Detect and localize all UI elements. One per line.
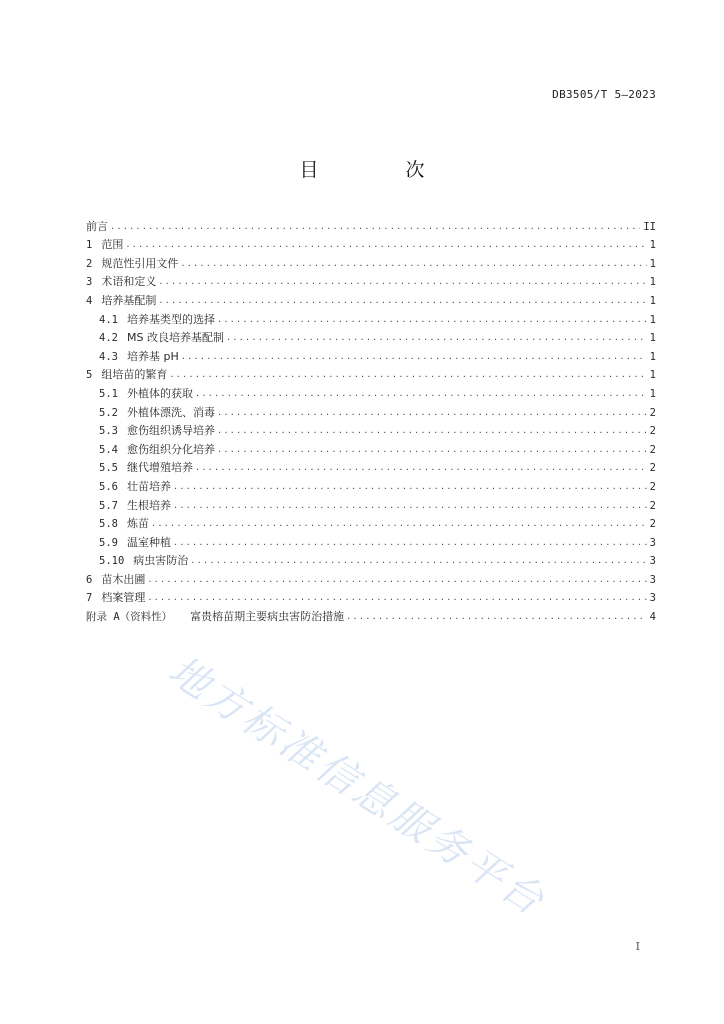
toc-number: 5.8 [99, 518, 118, 531]
toc-entry[interactable] [86, 496, 656, 515]
toc-page: 2 [649, 406, 656, 419]
toc-label: 培养基类型的选择 [126, 312, 215, 326]
toc-label: 温室种植 [126, 535, 171, 549]
toc-number: 附录 A（资料性） [86, 611, 173, 624]
toc-entry[interactable] [86, 552, 656, 571]
toc-entry[interactable] [86, 515, 656, 534]
toc-page: 4 [649, 611, 656, 624]
toc-number: 5.10 [99, 555, 125, 568]
toc-page: 1 [649, 332, 656, 345]
document-code: DB3505/T 5—2023 [552, 88, 656, 101]
toc-entry[interactable] [86, 477, 656, 496]
toc-entry[interactable] [86, 310, 656, 329]
toc-number: 5.9 [99, 536, 118, 549]
toc-entry[interactable] [86, 366, 656, 385]
toc-entry[interactable] [86, 217, 656, 236]
toc-page: 3 [649, 536, 656, 549]
toc-label: 壮苗培养 [126, 479, 171, 493]
toc-page: 2 [649, 480, 656, 493]
toc-entry[interactable] [86, 347, 656, 366]
toc-page: 1 [649, 350, 656, 363]
toc-entry[interactable] [86, 273, 656, 292]
toc-label: 富贵榕苗期主要病虫害防治措施 [190, 610, 345, 624]
toc-leader-dots [191, 552, 646, 570]
toc-number: 4.1 [99, 313, 118, 326]
table-of-contents [86, 217, 656, 626]
toc-page: 3 [649, 555, 656, 568]
toc-entry[interactable] [86, 384, 656, 403]
toc-label: 继代增殖培养 [126, 461, 193, 475]
toc-entry[interactable] [86, 570, 656, 589]
toc-entry[interactable] [86, 254, 656, 273]
toc-number: 4.2 [99, 332, 118, 345]
toc-label: 培养基 pH [126, 349, 179, 363]
toc-page: 1 [649, 294, 656, 307]
toc-entry[interactable] [86, 403, 656, 422]
toc-number: 5.5 [99, 462, 118, 475]
toc-entry[interactable] [86, 589, 656, 608]
toc-page: 1 [649, 239, 656, 252]
toc-number: 5.1 [99, 387, 118, 400]
toc-page: 1 [649, 387, 656, 400]
toc-leader-dots [126, 236, 646, 254]
page-number: I [635, 940, 640, 953]
toc-page: 1 [649, 313, 656, 326]
toc-label: 病虫害防治 [133, 554, 189, 568]
toc-page: 2 [649, 425, 656, 438]
toc-entry[interactable] [86, 236, 656, 255]
toc-page: 1 [649, 257, 656, 270]
toc-page: 3 [649, 592, 656, 605]
toc-leader-dots [218, 404, 647, 422]
toc-label: MS 改良培养基配制 [126, 331, 224, 345]
toc-leader-dots [170, 366, 646, 384]
toc-label: 外植体的获取 [126, 386, 193, 400]
toc-leader-dots [174, 478, 647, 496]
toc-label: 组培苗的繁育 [101, 368, 168, 382]
toc-entry[interactable] [86, 291, 656, 310]
toc-page: 2 [649, 499, 656, 512]
toc-label: 生根培养 [126, 498, 171, 512]
page-title: 目 次 [299, 159, 459, 181]
toc-page: 1 [649, 369, 656, 382]
toc-label: 范围 [101, 238, 124, 252]
watermark: 地方标准信息服务平台 [160, 647, 555, 926]
toc-number: 7 [86, 592, 93, 605]
toc-label: 苗木出圃 [101, 572, 146, 586]
toc-leader-dots [174, 534, 647, 552]
toc-label: 前言 [86, 219, 108, 233]
toc-number: 6 [86, 573, 93, 586]
toc-page: 2 [649, 443, 656, 456]
toc-page: 2 [649, 462, 656, 475]
toc-entry[interactable] [86, 459, 656, 478]
toc-leader-dots [182, 348, 647, 366]
toc-leader-dots [218, 441, 647, 459]
toc-number: 4 [86, 294, 93, 307]
toc-label: 外植体漂洗、消毒 [126, 405, 215, 419]
toc-leader-dots [196, 459, 647, 477]
toc-label: 术语和定义 [101, 275, 157, 289]
toc-leader-dots [159, 292, 646, 310]
toc-number: 3 [86, 276, 93, 289]
toc-leader-dots [174, 497, 647, 515]
toc-label: 愈伤组织分化培养 [126, 442, 215, 456]
toc-leader-dots [196, 385, 647, 403]
toc-leader-dots [148, 571, 646, 589]
toc-entry[interactable] [86, 422, 656, 441]
toc-number: 5.6 [99, 480, 118, 493]
toc-leader-dots [152, 515, 647, 533]
toc-leader-dots [159, 273, 646, 291]
toc-number: 5.4 [99, 443, 118, 456]
toc-leader-dots [148, 589, 646, 607]
toc-number: 5.3 [99, 425, 118, 438]
toc-entry[interactable] [86, 607, 656, 626]
toc-page: 2 [649, 518, 656, 531]
toc-entry[interactable] [86, 533, 656, 552]
toc-label: 炼苗 [126, 517, 149, 531]
toc-number: 5 [86, 369, 93, 382]
toc-page: 3 [649, 573, 656, 586]
toc-leader-dots [227, 329, 647, 347]
toc-page: II [643, 220, 656, 233]
toc-leader-dots [218, 311, 647, 329]
toc-number: 5.2 [99, 406, 118, 419]
toc-number: 2 [86, 257, 93, 270]
toc-entry[interactable] [86, 329, 656, 348]
toc-page: 1 [649, 276, 656, 289]
toc-label: 档案管理 [101, 591, 146, 605]
toc-label: 培养基配制 [101, 293, 157, 307]
toc-number: 4.3 [99, 350, 118, 363]
toc-leader-dots [347, 608, 647, 626]
toc-leader-dots [181, 255, 646, 273]
toc-leader-dots [111, 218, 640, 236]
toc-number: 5.7 [99, 499, 118, 512]
toc-label: 规范性引用文件 [101, 256, 179, 270]
toc-label: 愈伤组织诱导培养 [126, 424, 215, 438]
toc-number: 1 [86, 239, 93, 252]
toc-leader-dots [218, 422, 647, 440]
toc-entry[interactable] [86, 440, 656, 459]
